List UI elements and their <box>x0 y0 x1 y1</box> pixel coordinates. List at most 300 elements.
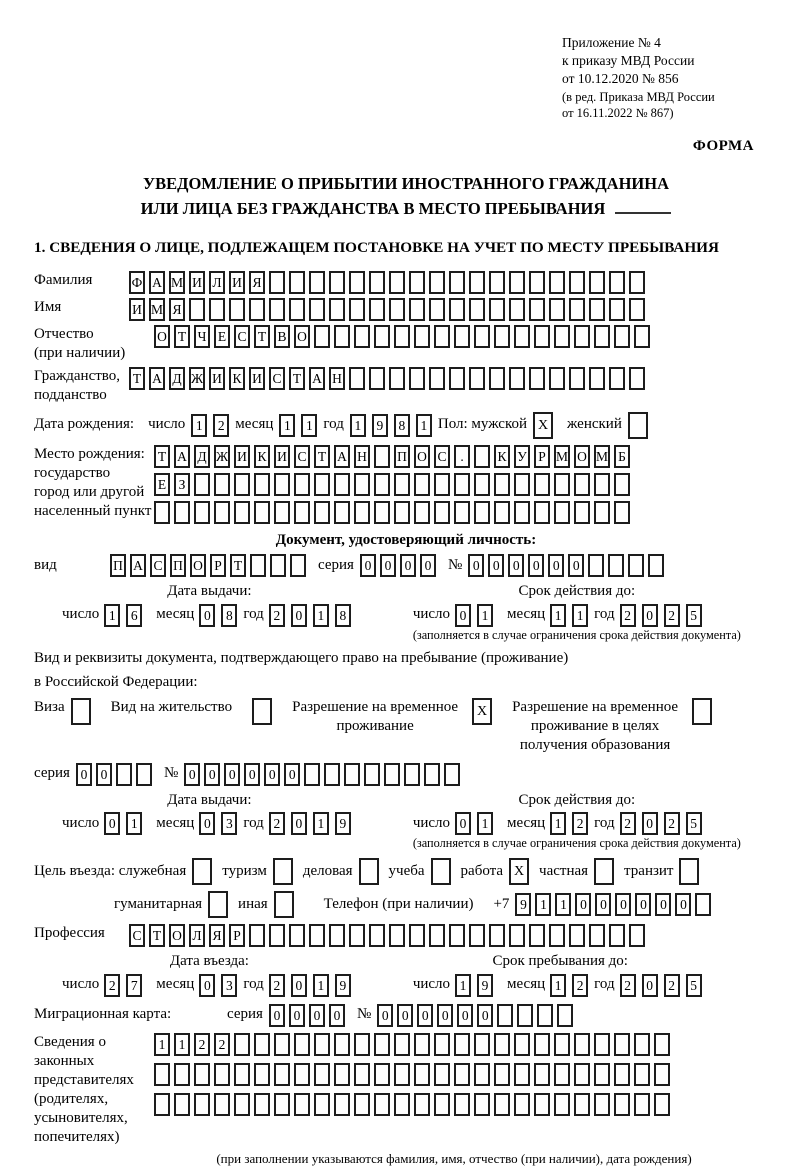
res-series-cells[interactable] <box>76 763 156 786</box>
char-box[interactable] <box>469 924 485 947</box>
char-box[interactable] <box>374 501 390 524</box>
char-box[interactable] <box>549 271 565 294</box>
char-box[interactable] <box>354 1033 370 1056</box>
char-box[interactable] <box>434 325 450 348</box>
char-box[interactable] <box>254 473 270 496</box>
char-box[interactable] <box>274 1093 290 1116</box>
char-box[interactable] <box>374 325 390 348</box>
char-box[interactable] <box>614 1033 630 1056</box>
char-box[interactable] <box>194 1093 210 1116</box>
char-box[interactable]: 0 <box>199 974 215 997</box>
char-box[interactable] <box>474 325 490 348</box>
char-box[interactable] <box>634 1093 650 1116</box>
char-box[interactable] <box>454 1063 470 1086</box>
char-box[interactable] <box>349 367 365 390</box>
char-box[interactable]: Е <box>154 473 170 496</box>
char-box[interactable] <box>369 367 385 390</box>
char-box[interactable] <box>369 298 385 321</box>
char-box[interactable] <box>314 501 330 524</box>
char-box[interactable] <box>329 924 345 947</box>
char-box[interactable] <box>229 298 245 321</box>
char-box[interactable]: 0 <box>468 554 484 577</box>
char-box[interactable] <box>449 367 465 390</box>
char-box[interactable] <box>414 1063 430 1086</box>
char-box[interactable] <box>529 367 545 390</box>
char-box[interactable] <box>324 763 340 786</box>
purpose-tourism-checkbox[interactable] <box>273 858 293 885</box>
char-box[interactable] <box>289 924 305 947</box>
char-box[interactable] <box>273 858 293 885</box>
char-box[interactable] <box>534 1063 550 1086</box>
char-box[interactable] <box>554 1033 570 1056</box>
char-box[interactable]: 1 <box>572 604 588 627</box>
char-box[interactable]: 2 <box>214 1033 230 1056</box>
char-box[interactable]: И <box>249 367 265 390</box>
temp-residence-edu-checkbox[interactable] <box>692 698 712 725</box>
char-box[interactable]: И <box>189 271 205 294</box>
birth-day-cells[interactable] <box>191 414 235 437</box>
char-box[interactable]: С <box>269 367 285 390</box>
char-box[interactable]: 5 <box>686 974 702 997</box>
char-box[interactable] <box>529 271 545 294</box>
char-box[interactable] <box>434 1093 450 1116</box>
char-box[interactable] <box>594 1033 610 1056</box>
char-box[interactable] <box>654 1063 670 1086</box>
birth-year-cells[interactable] <box>350 414 438 437</box>
char-box[interactable]: Н <box>354 445 370 468</box>
char-box[interactable] <box>474 473 490 496</box>
char-box[interactable] <box>269 271 285 294</box>
char-box[interactable] <box>489 924 505 947</box>
char-box[interactable]: 1 <box>174 1033 190 1056</box>
char-box[interactable]: 0 <box>360 554 376 577</box>
char-box[interactable] <box>294 1063 310 1086</box>
char-box[interactable] <box>594 1093 610 1116</box>
char-box[interactable]: 0 <box>96 763 112 786</box>
char-box[interactable] <box>304 763 320 786</box>
char-box[interactable]: Т <box>254 325 270 348</box>
purpose-study-checkbox[interactable] <box>431 858 451 885</box>
char-box[interactable] <box>214 501 230 524</box>
char-box[interactable] <box>389 924 405 947</box>
char-box[interactable]: С <box>150 554 166 577</box>
char-box[interactable]: Р <box>534 445 550 468</box>
char-box[interactable]: 1 <box>550 974 566 997</box>
purpose-official-checkbox[interactable] <box>192 858 212 885</box>
char-box[interactable] <box>654 1033 670 1056</box>
char-box[interactable] <box>389 298 405 321</box>
doc-series-cells[interactable] <box>360 554 440 577</box>
char-box[interactable] <box>614 1093 630 1116</box>
char-box[interactable]: 9 <box>515 893 531 916</box>
doc-kind-cells[interactable] <box>110 554 310 577</box>
char-box[interactable] <box>349 271 365 294</box>
char-box[interactable] <box>409 367 425 390</box>
char-box[interactable] <box>594 501 610 524</box>
char-box[interactable]: П <box>110 554 126 577</box>
char-box[interactable] <box>431 858 451 885</box>
char-box[interactable] <box>254 1093 270 1116</box>
char-box[interactable]: Я <box>209 924 225 947</box>
char-box[interactable] <box>344 763 360 786</box>
char-box[interactable] <box>334 501 350 524</box>
char-box[interactable] <box>634 325 650 348</box>
char-box[interactable]: Б <box>614 445 630 468</box>
char-box[interactable]: 2 <box>664 604 680 627</box>
char-box[interactable] <box>514 1063 530 1086</box>
char-box[interactable]: В <box>274 325 290 348</box>
char-box[interactable] <box>192 858 212 885</box>
char-box[interactable]: 0 <box>615 893 631 916</box>
representatives-cells-row3[interactable] <box>154 1093 674 1117</box>
char-box[interactable]: 0 <box>642 812 658 835</box>
char-box[interactable] <box>534 1093 550 1116</box>
char-box[interactable] <box>414 473 430 496</box>
purpose-business-checkbox[interactable] <box>359 858 379 885</box>
char-box[interactable] <box>274 501 290 524</box>
char-box[interactable] <box>654 1093 670 1116</box>
phone-cells[interactable] <box>515 893 715 916</box>
char-box[interactable] <box>634 1063 650 1086</box>
char-box[interactable]: Т <box>154 445 170 468</box>
char-box[interactable]: К <box>229 367 245 390</box>
char-box[interactable]: Р <box>210 554 226 577</box>
char-box[interactable] <box>314 473 330 496</box>
purpose-work-checkbox[interactable] <box>509 858 529 885</box>
char-box[interactable] <box>549 298 565 321</box>
char-box[interactable] <box>329 271 345 294</box>
char-box[interactable] <box>489 271 505 294</box>
char-box[interactable]: 2 <box>620 974 636 997</box>
doc-number-cells[interactable] <box>468 554 668 577</box>
char-box[interactable]: . <box>454 445 470 468</box>
char-box[interactable] <box>494 325 510 348</box>
char-box[interactable] <box>514 1093 530 1116</box>
char-box[interactable] <box>314 1093 330 1116</box>
char-box[interactable] <box>254 1033 270 1056</box>
char-box[interactable] <box>409 924 425 947</box>
char-box[interactable]: 3 <box>221 974 237 997</box>
stay-year-cells[interactable] <box>620 974 708 997</box>
char-box[interactable] <box>629 367 645 390</box>
char-box[interactable]: 0 <box>104 812 120 835</box>
char-box[interactable] <box>354 473 370 496</box>
char-box[interactable] <box>414 325 430 348</box>
char-box[interactable] <box>274 1063 290 1086</box>
char-box[interactable] <box>71 698 91 725</box>
char-box[interactable]: Ж <box>214 445 230 468</box>
char-box[interactable]: 0 <box>595 893 611 916</box>
char-box[interactable] <box>589 271 605 294</box>
representatives-cells-row2[interactable] <box>154 1063 674 1087</box>
char-box[interactable] <box>269 924 285 947</box>
char-box[interactable] <box>594 473 610 496</box>
char-box[interactable] <box>589 924 605 947</box>
id-issue-month-cells[interactable] <box>199 604 243 627</box>
char-box[interactable] <box>469 298 485 321</box>
char-box[interactable]: З <box>174 473 190 496</box>
char-box[interactable]: 1 <box>313 974 329 997</box>
char-box[interactable]: X <box>533 412 553 439</box>
char-box[interactable]: 0 <box>329 1004 345 1027</box>
char-box[interactable] <box>554 1093 570 1116</box>
char-box[interactable] <box>554 473 570 496</box>
char-box[interactable] <box>534 325 550 348</box>
char-box[interactable]: 0 <box>575 893 591 916</box>
char-box[interactable]: 0 <box>76 763 92 786</box>
char-box[interactable]: Е <box>214 325 230 348</box>
char-box[interactable]: Т <box>289 367 305 390</box>
char-box[interactable]: И <box>274 445 290 468</box>
char-box[interactable]: 0 <box>635 893 651 916</box>
char-box[interactable] <box>534 473 550 496</box>
char-box[interactable] <box>214 1063 230 1086</box>
char-box[interactable]: 0 <box>284 763 300 786</box>
char-box[interactable]: 6 <box>126 604 142 627</box>
char-box[interactable]: С <box>234 325 250 348</box>
res-issue-day-cells[interactable] <box>104 812 148 835</box>
char-box[interactable]: О <box>294 325 310 348</box>
char-box[interactable]: С <box>294 445 310 468</box>
char-box[interactable]: 0 <box>477 1004 493 1027</box>
char-box[interactable] <box>444 763 460 786</box>
char-box[interactable] <box>364 763 380 786</box>
id-valid-month-cells[interactable] <box>550 604 594 627</box>
char-box[interactable] <box>454 501 470 524</box>
char-box[interactable]: О <box>154 325 170 348</box>
char-box[interactable] <box>234 501 250 524</box>
char-box[interactable] <box>494 1063 510 1086</box>
char-box[interactable] <box>424 763 440 786</box>
char-box[interactable] <box>629 271 645 294</box>
char-box[interactable] <box>609 367 625 390</box>
name-cells[interactable] <box>129 298 649 321</box>
char-box[interactable]: 2 <box>620 604 636 627</box>
char-box[interactable]: Т <box>149 924 165 947</box>
char-box[interactable] <box>509 298 525 321</box>
char-box[interactable] <box>194 473 210 496</box>
char-box[interactable] <box>648 554 664 577</box>
char-box[interactable] <box>494 1033 510 1056</box>
id-issue-day-cells[interactable] <box>104 604 148 627</box>
char-box[interactable]: 0 <box>675 893 691 916</box>
char-box[interactable]: 0 <box>269 1004 285 1027</box>
char-box[interactable]: 8 <box>394 414 410 437</box>
char-box[interactable]: 0 <box>291 974 307 997</box>
char-box[interactable] <box>208 891 228 918</box>
char-box[interactable] <box>214 1093 230 1116</box>
char-box[interactable] <box>189 298 205 321</box>
char-box[interactable] <box>374 473 390 496</box>
char-box[interactable] <box>609 298 625 321</box>
temp-residence-checkbox[interactable] <box>472 698 492 725</box>
char-box[interactable] <box>474 445 490 468</box>
char-box[interactable] <box>374 445 390 468</box>
char-box[interactable]: 2 <box>620 812 636 835</box>
char-box[interactable] <box>574 473 590 496</box>
char-box[interactable]: Т <box>129 367 145 390</box>
stay-day-cells[interactable] <box>455 974 499 997</box>
char-box[interactable]: 9 <box>335 812 351 835</box>
char-box[interactable] <box>509 367 525 390</box>
char-box[interactable] <box>574 325 590 348</box>
char-box[interactable] <box>537 1004 553 1027</box>
char-box[interactable] <box>489 298 505 321</box>
char-box[interactable] <box>509 271 525 294</box>
char-box[interactable] <box>628 412 648 439</box>
char-box[interactable]: Ж <box>189 367 205 390</box>
char-box[interactable] <box>569 367 585 390</box>
char-box[interactable] <box>369 924 385 947</box>
char-box[interactable]: Я <box>169 298 185 321</box>
char-box[interactable]: 1 <box>555 893 571 916</box>
char-box[interactable] <box>449 271 465 294</box>
char-box[interactable] <box>489 367 505 390</box>
char-box[interactable] <box>384 763 400 786</box>
char-box[interactable]: 0 <box>568 554 584 577</box>
char-box[interactable] <box>434 1063 450 1086</box>
char-box[interactable] <box>334 473 350 496</box>
char-box[interactable]: 1 <box>301 414 317 437</box>
char-box[interactable] <box>389 271 405 294</box>
char-box[interactable] <box>414 1093 430 1116</box>
char-box[interactable] <box>294 1093 310 1116</box>
char-box[interactable]: С <box>129 924 145 947</box>
char-box[interactable] <box>349 924 365 947</box>
char-box[interactable]: 1 <box>535 893 551 916</box>
char-box[interactable]: М <box>594 445 610 468</box>
char-box[interactable]: 1 <box>104 604 120 627</box>
char-box[interactable] <box>309 298 325 321</box>
char-box[interactable] <box>469 271 485 294</box>
char-box[interactable] <box>314 1063 330 1086</box>
char-box[interactable]: 3 <box>221 812 237 835</box>
char-box[interactable]: 2 <box>104 974 120 997</box>
char-box[interactable] <box>494 473 510 496</box>
char-box[interactable] <box>334 325 350 348</box>
char-box[interactable]: Д <box>194 445 210 468</box>
char-box[interactable] <box>254 501 270 524</box>
res-valid-month-cells[interactable] <box>550 812 594 835</box>
char-box[interactable] <box>429 367 445 390</box>
char-box[interactable] <box>394 1033 410 1056</box>
char-box[interactable] <box>414 501 430 524</box>
char-box[interactable]: 1 <box>477 812 493 835</box>
char-box[interactable] <box>589 298 605 321</box>
char-box[interactable] <box>514 501 530 524</box>
char-box[interactable]: 2 <box>664 974 680 997</box>
char-box[interactable]: О <box>574 445 590 468</box>
char-box[interactable]: Ч <box>194 325 210 348</box>
char-box[interactable] <box>474 1093 490 1116</box>
char-box[interactable]: 0 <box>420 554 436 577</box>
res-valid-day-cells[interactable] <box>455 812 499 835</box>
char-box[interactable] <box>404 763 420 786</box>
char-box[interactable]: А <box>309 367 325 390</box>
char-box[interactable] <box>449 298 465 321</box>
char-box[interactable] <box>534 1033 550 1056</box>
char-box[interactable] <box>290 554 306 577</box>
id-valid-year-cells[interactable] <box>620 604 708 627</box>
char-box[interactable]: X <box>509 858 529 885</box>
char-box[interactable] <box>554 501 570 524</box>
char-box[interactable] <box>274 891 294 918</box>
char-box[interactable] <box>252 698 272 725</box>
char-box[interactable] <box>454 325 470 348</box>
char-box[interactable] <box>394 1063 410 1086</box>
char-box[interactable] <box>574 1063 590 1086</box>
char-box[interactable] <box>629 298 645 321</box>
char-box[interactable] <box>354 1063 370 1086</box>
char-box[interactable] <box>429 271 445 294</box>
char-box[interactable]: 0 <box>204 763 220 786</box>
char-box[interactable]: 1 <box>550 604 566 627</box>
char-box[interactable]: Я <box>249 271 265 294</box>
char-box[interactable] <box>414 1033 430 1056</box>
char-box[interactable] <box>394 473 410 496</box>
purpose-humanitarian-checkbox[interactable] <box>208 891 228 918</box>
char-box[interactable] <box>409 298 425 321</box>
char-box[interactable]: 0 <box>655 893 671 916</box>
char-box[interactable]: 0 <box>397 1004 413 1027</box>
entry-month-cells[interactable] <box>199 974 243 997</box>
char-box[interactable]: 1 <box>416 414 432 437</box>
char-box[interactable]: 7 <box>126 974 142 997</box>
char-box[interactable] <box>679 858 699 885</box>
char-box[interactable]: Т <box>314 445 330 468</box>
char-box[interactable]: 1 <box>477 604 493 627</box>
char-box[interactable] <box>234 1033 250 1056</box>
char-box[interactable] <box>497 1004 513 1027</box>
char-box[interactable]: А <box>130 554 146 577</box>
char-box[interactable]: 1 <box>313 812 329 835</box>
char-box[interactable] <box>517 1004 533 1027</box>
char-box[interactable] <box>574 1093 590 1116</box>
char-box[interactable] <box>374 1033 390 1056</box>
char-box[interactable] <box>394 1093 410 1116</box>
char-box[interactable]: 1 <box>154 1033 170 1056</box>
char-box[interactable]: 0 <box>642 974 658 997</box>
char-box[interactable]: 1 <box>550 812 566 835</box>
char-box[interactable]: О <box>190 554 206 577</box>
char-box[interactable]: 5 <box>686 604 702 627</box>
char-box[interactable]: 0 <box>199 812 215 835</box>
char-box[interactable] <box>429 924 445 947</box>
char-box[interactable]: 9 <box>372 414 388 437</box>
char-box[interactable]: 0 <box>528 554 544 577</box>
birthplace-cells-row2[interactable] <box>154 473 634 497</box>
char-box[interactable] <box>469 367 485 390</box>
char-box[interactable]: О <box>414 445 430 468</box>
char-box[interactable] <box>174 501 190 524</box>
char-box[interactable] <box>557 1004 573 1027</box>
char-box[interactable]: 8 <box>335 604 351 627</box>
char-box[interactable] <box>569 298 585 321</box>
char-box[interactable] <box>554 325 570 348</box>
char-box[interactable] <box>529 298 545 321</box>
char-box[interactable]: С <box>434 445 450 468</box>
representatives-cells-row1[interactable] <box>154 1033 674 1057</box>
char-box[interactable] <box>116 763 132 786</box>
sex-male-checkbox[interactable] <box>533 412 553 439</box>
char-box[interactable]: 1 <box>191 414 207 437</box>
stay-month-cells[interactable] <box>550 974 594 997</box>
char-box[interactable] <box>588 554 604 577</box>
char-box[interactable] <box>394 501 410 524</box>
char-box[interactable] <box>569 271 585 294</box>
char-box[interactable] <box>334 1093 350 1116</box>
char-box[interactable] <box>349 298 365 321</box>
